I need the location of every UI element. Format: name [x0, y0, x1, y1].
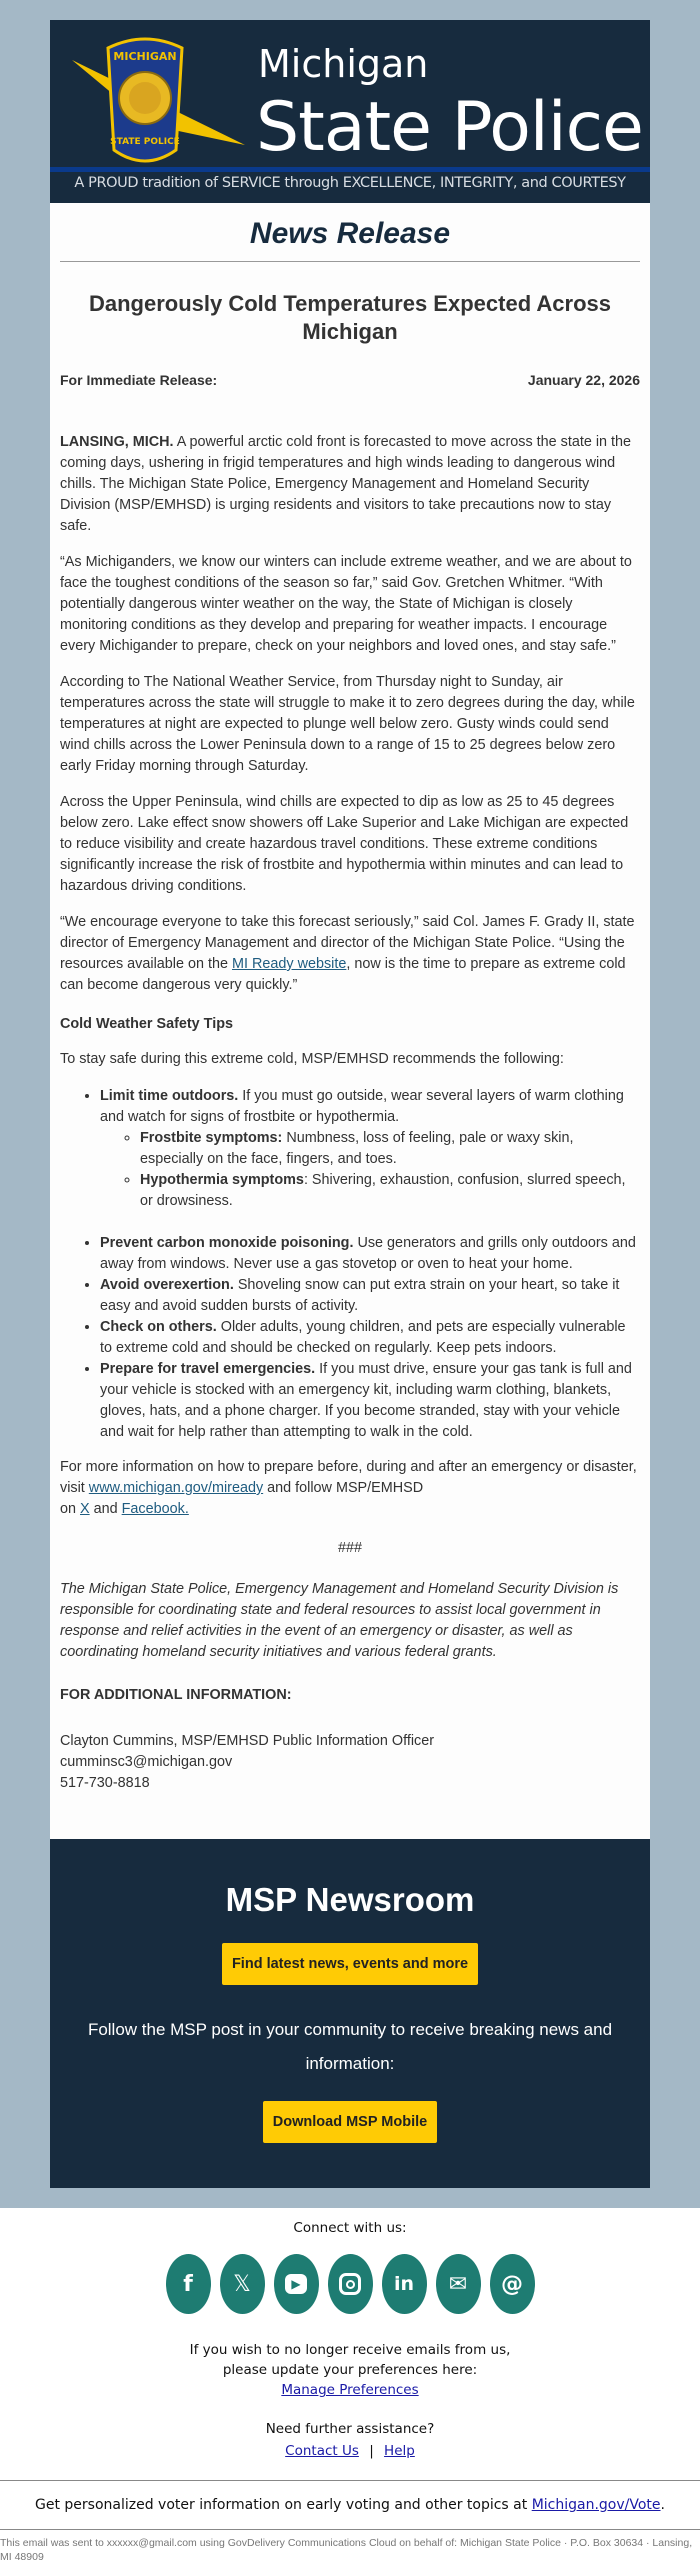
x-icon[interactable]: 𝕏	[220, 2254, 265, 2314]
voter-info	[0, 2481, 700, 2529]
email-icon[interactable]: ✉	[436, 2254, 481, 2314]
contact-heading: FOR ADDITIONAL INFORMATION:	[60, 1687, 292, 1703]
end-mark: ###	[337, 1540, 362, 1556]
download-app-button[interactable]: Download MSP Mobile	[263, 2101, 437, 2143]
unsub-line: If you wish to no longer receive emails from us,	[189, 2342, 511, 2358]
x-link[interactable]: X	[80, 1501, 90, 1517]
youtube-icon[interactable]: ▶	[274, 2254, 319, 2314]
manage-preferences-link[interactable]: Manage Preferences	[281, 2382, 419, 2398]
contact-us-link[interactable]: Contact Us	[285, 2443, 359, 2459]
about-division: The Michigan State Police, Emergency Management and Homeland Security Division is responsible for coordinating state and federal resources to assist local government in response and relief activities in the event of an emergency or disaster, as well as coordinating homeland security initiatives and various federal grants.	[60, 1581, 619, 1660]
subtip-text: Numbness, loss of feeling, pale or waxy skin, especially on the face, fingers, and toes.	[140, 1130, 574, 1167]
header-banner	[50, 20, 650, 203]
subtip-text: : Shivering, exhaustion, confusion, slurred speech, or drowsiness.	[140, 1172, 626, 1209]
tip-bold: Prevent carbon monoxide poisoning.	[100, 1235, 354, 1251]
msp-badge-logo	[70, 30, 250, 180]
news-release-heading: News Release	[249, 217, 451, 250]
social-icons	[0, 2254, 700, 2314]
dateline: LANSING, MICH.	[60, 434, 174, 450]
tip-item	[100, 1233, 640, 1275]
release-content	[50, 203, 650, 1839]
release-title: Dangerously Cold Temperatures Expected Across Michigan	[88, 291, 612, 344]
assistance	[0, 2418, 700, 2462]
tips-heading: Cold Weather Safety Tips	[60, 1016, 233, 1032]
threads-icon[interactable]: @	[490, 2254, 535, 2314]
tips-list	[100, 1086, 640, 1443]
connect-label: Connect with us:	[293, 2220, 407, 2236]
follow-text: Follow the MSP post in your community to receive breaking news and information:	[87, 2020, 613, 2073]
tips-intro: To stay safe during this extreme cold, MSP/EMHSD recommends the following:	[60, 1051, 564, 1067]
more-text: on	[60, 1501, 81, 1517]
for-release-label: For Immediate Release:	[60, 372, 218, 388]
facebook-link[interactable]: Facebook.	[121, 1501, 189, 1517]
svg-text:STATE POLICE: STATE POLICE	[110, 137, 180, 147]
tip-bold: Check on others.	[100, 1319, 217, 1335]
subtip-bold: Hypothermia symptoms	[140, 1172, 304, 1188]
contact-name: Clayton Cummins, MSP/EMHSD Public Information Officer	[60, 1733, 435, 1749]
facebook-icon[interactable]: f	[166, 2254, 211, 2314]
more-info	[60, 1457, 640, 1520]
paragraph-4: Across the Upper Peninsula, wind chills are expected to dip as low as 25 to 45 degrees below zero. Lake effect snow showers off Lake Superior and Lake Michigan are expected to reduce visibility and create hazardous travel conditions. These extreme conditions significantly increase the risk of frostbite and hypothermia within minutes and can lead to hazardous driving conditions.	[60, 794, 629, 894]
subtip-item	[140, 1170, 640, 1212]
paragraph-3: According to The National Weather Service, from Thursday night to Sunday, air temperatures across the state will struggle to make it to zero degrees during the day, while temperatures at night are expected to plunge well below zero. Gusty winds could send wind chills across the Lower Peninsula down to a range of 15 to 25 degrees below zero early Friday morning through Saturday.	[60, 674, 635, 774]
header-michigan: Michigan	[258, 42, 429, 86]
disclaimer: This email was sent to xxxxxx@gmail.com using GovDelivery Communications Cloud on behalf of: Michigan State Police · P.O. Box 30634 · Lansing, MI 48909	[0, 2537, 693, 2563]
unsubscribe-text	[0, 2340, 700, 2400]
tip-text: If you must go outside, wear several layers of warm clothing and watch for signs of frostbite or hypothermia.	[100, 1088, 624, 1125]
more-text: and	[89, 1501, 122, 1517]
contact-email: cumminsc3@michigan.gov	[60, 1754, 233, 1770]
vote-link[interactable]: Michigan.gov/Vote	[531, 2497, 661, 2513]
paragraph-2: “As Michiganders, we know our winters can include extreme weather, and we are about to face the toughest conditions of the season so far,” said Gov. Gretchen Whitmer. “With potentially dangerous winter weather on the way, the State of Michigan is closely monitoring conditions as they develop and preparing for weather impacts. I encourage every Michigander to prepare, check on your neighbors and loved ones, and stay safe.”	[60, 554, 632, 654]
newsroom-title: MSP Newsroom	[225, 1881, 475, 1918]
svg-text:MICHIGAN: MICHIGAN	[113, 50, 177, 63]
tip-text: Shoveling snow can put extra strain on your heart, so take it easy and avoid sudden bursts of activity.	[100, 1277, 620, 1314]
p5-text-end: , now is the time to prepare as extreme cold can become dangerous very quickly.”	[60, 956, 626, 993]
header-tagline: A PROUD tradition of SERVICE through EXCELLENCE, INTEGRITY, and COURTESY	[74, 175, 626, 191]
tip-item	[100, 1086, 640, 1233]
voter-text: Get personalized voter information on early voting and other topics at	[35, 2497, 532, 2513]
newsroom-section	[50, 1839, 650, 2188]
divider	[60, 261, 640, 262]
tip-item	[100, 1359, 640, 1443]
find-news-button[interactable]: Find latest news, events and more	[222, 1943, 478, 1985]
header-divider	[50, 167, 650, 172]
tip-text: If you must drive, ensure your gas tank is full and your vehicle is stocked with an emergency kit, including warm clothing, blankets, gloves, hats, and a phone charger. If you become stranded, stay with your vehicle and wait for help rather than attempting to walk in the cold.	[100, 1361, 632, 1440]
help-link[interactable]: Help	[384, 2443, 415, 2459]
p5-text: “We encourage everyone to take this forecast seriously,” said Col. James F. Grady II, state director of Emergency Management and director of the Michigan State Police. “Using the resources available on the	[60, 914, 635, 972]
miready-link[interactable]: www.michigan.gov/miready	[88, 1480, 264, 1496]
separator: |	[369, 2443, 374, 2459]
tip-bold: Prepare for travel emergencies.	[100, 1361, 316, 1377]
footer	[0, 2208, 700, 2564]
subtip-bold: Frostbite symptoms:	[140, 1130, 283, 1146]
unsub-line: please update your preferences here:	[222, 2362, 478, 2378]
voter-end: .	[660, 2497, 665, 2513]
linkedin-icon[interactable]: in	[382, 2254, 427, 2314]
subtip-item	[140, 1128, 640, 1170]
tip-bold: Avoid overexertion.	[100, 1277, 234, 1293]
tip-text: Older adults, young children, and pets are especially vulnerable to extreme cold and should be checked on regularly. Keep pets indoors.	[100, 1319, 626, 1356]
contact-phone: 517-730-8818	[60, 1775, 150, 1791]
subtips-list	[140, 1128, 640, 1212]
tip-item	[100, 1317, 640, 1359]
instagram-icon[interactable]	[328, 2254, 373, 2314]
news-card	[50, 20, 650, 1839]
more-text: and follow MSP/EMHSD	[263, 1480, 424, 1496]
assist-text: Need further assistance?	[265, 2421, 435, 2437]
release-meta	[60, 372, 640, 388]
tip-text: Use generators and grills only outdoors and away from windows. Never use a gas stovetop or oven to heat your home.	[100, 1235, 636, 1272]
more-text: For more information on how to prepare before, during and after an emergency or disaster, visit	[60, 1459, 637, 1496]
tip-item	[100, 1275, 640, 1317]
p1-text: A powerful arctic cold front is forecasted to move across the state in the coming days, ushering in frigid temperatures and high winds leading to dangerous wind chills. The Michigan State Police, Emergency Management and Homeland Security Division (MSP/EMHSD) is urging residents and visitors to take precautions now to stay safe.	[60, 434, 632, 534]
paragraph-1	[60, 432, 640, 537]
header-state-police: State Police	[256, 88, 643, 167]
contact-block	[60, 1731, 640, 1794]
mi-ready-link[interactable]: MI Ready website	[232, 956, 347, 972]
paragraph-5	[60, 912, 640, 996]
tip-bold: Limit time outdoors.	[100, 1088, 239, 1104]
release-date: January 22, 2026	[527, 372, 640, 388]
